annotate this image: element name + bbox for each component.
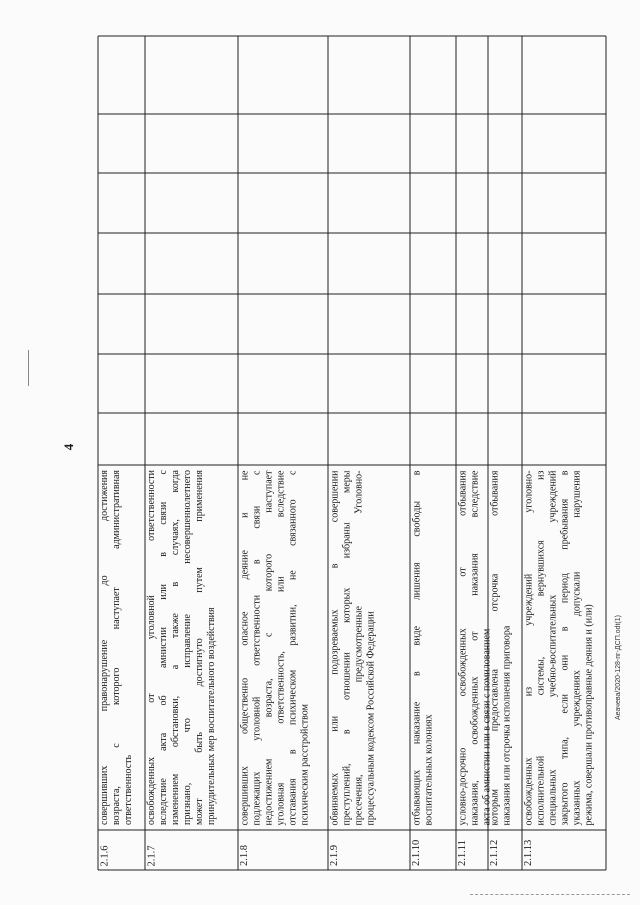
file-stamp: Аеачева/2020-128-пг-ДСП.odt(1) [615, 615, 622, 720]
row-description [328, 466, 410, 829]
description-line: освобожденных от уголовной ответственности [146, 470, 157, 825]
row-description [238, 466, 328, 829]
description-line: обвиняемых или подозреваемых в совершении [329, 470, 340, 825]
description-line: пресечения, предусмотренные Уголовно- [353, 470, 365, 825]
row-number: 2.1.9 [329, 845, 340, 866]
description-line: закрытого типа, если они в период пребывания в [559, 470, 571, 825]
margin-mark [28, 350, 29, 386]
description-line: совершивших правонарушение до достижения [99, 470, 110, 825]
description-line: отбывающих наказание в виде лишения свободы в [411, 470, 422, 825]
row-description [488, 466, 522, 829]
description-line: уголовная ответственность, или вследствие [275, 470, 287, 825]
description-line: психическим расстройством [299, 703, 311, 825]
description-line: освобожденных из учреждений уголовно- [523, 470, 534, 825]
cut-line [470, 894, 630, 895]
description-line: преступлений, в отношении которых избраны меры [341, 470, 353, 825]
description-line: отставания в психическом развитии, не связанного с [287, 470, 299, 825]
description-line: ответственность [123, 754, 135, 825]
row-number: 2.1.6 [99, 845, 110, 866]
description-line: процессуальным кодексом Российской Федерации [365, 610, 377, 825]
row-number: 2.1.7 [146, 845, 157, 866]
row-description [522, 466, 606, 829]
description-line: которым предоставлена отсрочка отбывания [489, 470, 500, 825]
row-description [145, 466, 238, 829]
description-line: наказания или отсрочка исполнения приговора [501, 625, 513, 825]
description-line: совершивших общественно опасное деяние и не [239, 470, 250, 825]
row-number: 2.1.12 [489, 839, 500, 866]
row-description [456, 466, 493, 829]
description-line: принудительных мер воспитательного воздействия [206, 607, 218, 825]
row-number: 2.1.10 [411, 839, 422, 866]
description-line: указанных учреждениях допускали нарушения [571, 470, 583, 825]
description-line: условно-досрочно освобожденных от отбывания [457, 470, 468, 825]
row-description [98, 466, 145, 829]
description-line: изменением обстановки, а также в случаях, когда [170, 470, 182, 825]
description-line: акта об амнистии или в связи с помилованием [481, 628, 493, 825]
description-line: режима, совершали противоправные деяния и (или) [583, 603, 595, 825]
description-line: возраста, с которого наступает административная [111, 470, 123, 825]
description-line: недостижением возраста, с которого наступает [263, 470, 275, 825]
description-line: воспитательных колониях [423, 713, 435, 825]
row-description [410, 466, 456, 829]
description-line: наказания, освобожденных от наказания вследствие [469, 470, 481, 825]
description-line: может быть достигнуто путем применения [194, 470, 206, 825]
row-number: 2.1.8 [239, 845, 250, 866]
description-line: вследствие акта об амнистии или в связи с [158, 470, 170, 825]
description-line: подлежащих уголовной ответственности в связи с [251, 470, 263, 825]
description-line: признано, что исправление несовершеннолетнего [182, 470, 194, 825]
page-number: 4 [61, 443, 76, 451]
row-number: 2.1.13 [523, 839, 534, 866]
row-number: 2.1.11 [457, 840, 468, 866]
description-line: специальных учебно-воспитательных учреждений [547, 470, 559, 825]
description-line: исполнительной системы, вернувшихся из [535, 470, 547, 825]
